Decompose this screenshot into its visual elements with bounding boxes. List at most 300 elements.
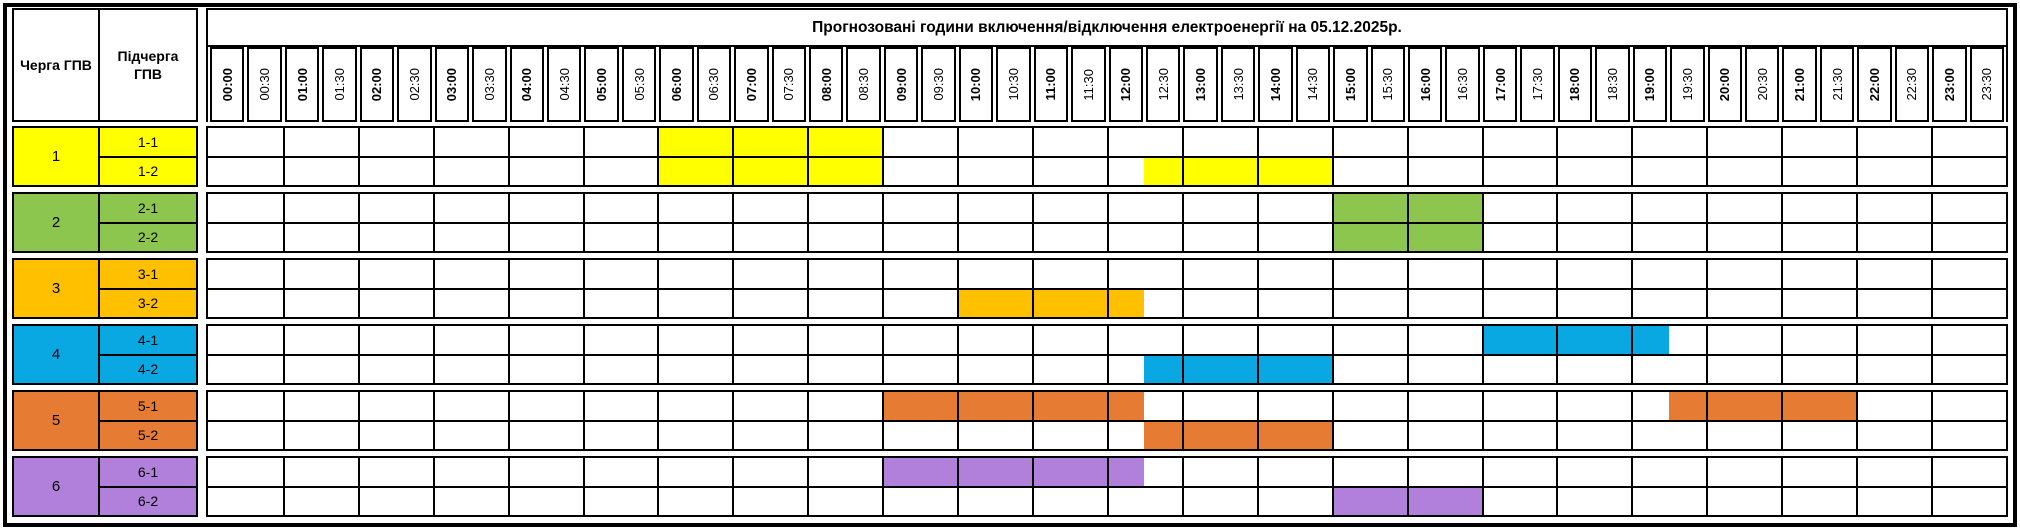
schedule-cell-6-1-12:30: [1144, 458, 1181, 486]
queue-number-3: 3: [14, 260, 100, 317]
subqueue-labels: [100, 194, 196, 251]
time-label-06:30: 06:30: [697, 47, 731, 122]
schedule-cell-2-1-20:00: [1706, 194, 1743, 222]
queue-label-box-4: [12, 324, 198, 385]
schedule-cell-6-1-03:30: [470, 458, 507, 486]
subqueue-label-1-2: 1-2: [100, 156, 196, 186]
outage-cell-6-1-09:30: [920, 458, 957, 486]
subqueue-label-3-1: 3-1: [137, 265, 159, 282]
schedule-cell-1-2-17:30: [1519, 158, 1556, 186]
outage-cell-2-1-16:00: [1407, 194, 1444, 222]
schedule-cell-1-1-19:30: [1669, 128, 1706, 156]
schedule-cell-6-1-17:30: [1519, 458, 1556, 486]
schedule-cell-4-1-01:30: [320, 326, 357, 354]
schedule-cell-1-1-19:00: [1631, 128, 1668, 156]
schedule-cell-1-1-00:00: [208, 128, 245, 156]
schedule-cell-1-1-10:00: [957, 128, 994, 156]
schedule-cell-4-2-09:00: [882, 356, 919, 384]
time-label-21:30: 21:30: [1820, 47, 1854, 122]
schedule-cell-3-1-22:30: [1894, 260, 1931, 288]
schedule-cell-2-1-11:30: [1070, 194, 1107, 222]
schedule-cell-1-2-21:00: [1781, 158, 1818, 186]
time-label-19:00: 19:00: [1633, 47, 1667, 122]
schedule-cell-6-2-04:30: [545, 488, 582, 516]
outage-cell-1-2-12:30: [1144, 158, 1181, 186]
schedule-cell-3-1-18:00: [1556, 260, 1593, 288]
time-label-01:30: 01:30: [322, 47, 356, 122]
schedule-cell-3-2-17:30: [1519, 290, 1556, 318]
outage-cell-1-2-07:30: [770, 158, 807, 186]
schedule-cell-2-2-20:30: [1744, 224, 1781, 252]
time-label-15:30: 15:30: [1371, 47, 1405, 122]
schedule-cell-5-1-18:30: [1594, 392, 1631, 420]
schedule-cell-4-2-23:30: [1969, 356, 2006, 384]
schedule-cell-5-2-01:00: [283, 422, 320, 450]
schedule-cell-3-1-20:30: [1744, 260, 1781, 288]
schedule-cell-6-1-06:30: [695, 458, 732, 486]
outage-cell-4-2-12:30: [1144, 356, 1181, 384]
time-label-02:30: 02:30: [397, 47, 431, 122]
schedule-cell-6-2-01:30: [320, 488, 357, 516]
time-label-09:30: 09:30: [921, 47, 955, 122]
schedule-cell-3-2-01:30: [320, 290, 357, 318]
outage-cell-5-2-13:30: [1219, 422, 1256, 450]
schedule-cell-6-2-01:00: [283, 488, 320, 516]
time-label-11:00: 11:00: [1034, 47, 1068, 122]
schedule-cell-2-1-05:00: [583, 194, 620, 222]
schedule-cell-2-1-13:30: [1219, 194, 1256, 222]
schedule-cell-5-2-09:00: [882, 422, 919, 450]
schedule-cell-5-2-06:30: [695, 422, 732, 450]
schedule-cell-1-1-16:00: [1407, 128, 1444, 156]
outage-cell-5-2-14:00: [1257, 422, 1294, 450]
schedule-cell-3-1-08:30: [845, 260, 882, 288]
outage-cell-1-2-08:00: [807, 158, 844, 186]
schedule-cell-2-1-00:30: [245, 194, 282, 222]
schedule-cell-3-1-14:00: [1257, 260, 1294, 288]
schedule-cell-2-2-14:00: [1257, 224, 1294, 252]
schedule-cell-1-2-04:00: [508, 158, 545, 186]
schedule-cell-4-1-02:30: [395, 326, 432, 354]
schedule-cell-1-1-22:00: [1856, 128, 1893, 156]
schedule-cell-1-2-15:30: [1369, 158, 1406, 186]
schedule-cell-5-1-22:00: [1856, 392, 1893, 420]
schedule-cell-6-2-14:30: [1294, 488, 1331, 516]
schedule-cell-3-1-11:00: [1032, 260, 1069, 288]
outage-cell-5-2-13:00: [1182, 422, 1219, 450]
schedule-cell-1-1-11:30: [1070, 128, 1107, 156]
schedule-cell-1-2-22:00: [1856, 158, 1893, 186]
schedule-cell-5-2-17:30: [1519, 422, 1556, 450]
outage-cell-1-1-06:00: [657, 128, 694, 156]
schedule-cell-4-2-01:00: [283, 356, 320, 384]
schedule-cell-6-1-15:00: [1332, 458, 1369, 486]
schedule-cell-3-2-14:30: [1294, 290, 1331, 318]
schedule-cell-6-1-01:30: [320, 458, 357, 486]
time-label-10:30: 10:30: [996, 47, 1030, 122]
schedule-cell-3-1-10:30: [995, 260, 1032, 288]
queue-group-5: [12, 390, 2008, 451]
schedule-cell-2-2-13:30: [1219, 224, 1256, 252]
outage-cell-4-2-14:00: [1257, 356, 1294, 384]
schedule-cell-3-2-15:30: [1369, 290, 1406, 318]
schedule-cell-5-2-17:00: [1482, 422, 1519, 450]
schedule-cell-6-1-22:00: [1856, 458, 1893, 486]
schedule-cell-4-1-12:30: [1144, 326, 1181, 354]
outage-cell-2-2-16:30: [1444, 224, 1481, 252]
header-band: [12, 8, 2008, 122]
schedule-cell-3-1-15:00: [1332, 260, 1369, 288]
outage-cell-1-1-07:00: [732, 128, 769, 156]
schedule-cell-3-1-05:00: [583, 260, 620, 288]
schedule-cell-5-1-02:00: [358, 392, 395, 420]
time-labels-row: [208, 47, 2006, 122]
schedule-cell-5-1-23:30: [1969, 392, 2006, 420]
schedule-cell-1-1-15:30: [1369, 128, 1406, 156]
schedule-cell-4-2-09:30: [920, 356, 957, 384]
outage-cell-4-1-17:00: [1482, 326, 1519, 354]
schedule-cell-5-2-16:30: [1444, 422, 1481, 450]
schedule-cell-5-2-08:30: [845, 422, 882, 450]
schedule-cell-6-2-00:00: [208, 488, 245, 516]
time-label-09:00: 09:00: [884, 47, 918, 122]
schedule-cell-5-2-00:00: [208, 422, 245, 450]
schedule-cell-6-1-04:30: [545, 458, 582, 486]
schedule-cell-4-2-19:30: [1669, 356, 1706, 384]
schedule-cell-4-1-11:30: [1070, 326, 1107, 354]
schedule-cell-1-1-18:00: [1556, 128, 1593, 156]
schedule-cell-1-1-17:00: [1482, 128, 1519, 156]
schedule-cell-6-2-09:00: [882, 488, 919, 516]
schedule-cell-1-2-23:00: [1931, 158, 1968, 186]
schedule-cell-4-1-09:30: [920, 326, 957, 354]
subqueue-labels: [100, 128, 196, 185]
schedule-cell-5-2-00:30: [245, 422, 282, 450]
schedule-cell-5-1-00:00: [208, 392, 245, 420]
schedule-cell-3-2-19:30: [1669, 290, 1706, 318]
time-label-19:30: 19:30: [1670, 47, 1704, 122]
schedule-cell-6-1-02:30: [395, 458, 432, 486]
schedule-cell-4-2-10:30: [995, 356, 1032, 384]
outage-cell-6-1-12:00: [1107, 458, 1144, 486]
outage-cell-2-2-15:30: [1369, 224, 1406, 252]
schedule-cell-3-1-16:00: [1407, 260, 1444, 288]
queue-number-1: 1: [14, 128, 100, 185]
schedule-cell-5-1-17:00: [1482, 392, 1519, 420]
schedule-cell-6-1-08:00: [807, 458, 844, 486]
schedule-cell-2-1-02:30: [395, 194, 432, 222]
queue-group-3: [12, 258, 2008, 319]
schedule-cell-2-2-23:30: [1969, 224, 2006, 252]
schedule-cell-2-1-05:30: [620, 194, 657, 222]
schedule-cell-3-2-21:30: [1819, 290, 1856, 318]
schedule-cell-5-2-03:00: [433, 422, 470, 450]
time-label-06:00: 06:00: [659, 47, 693, 122]
schedule-cell-4-2-20:30: [1744, 356, 1781, 384]
schedule-cell-4-1-20:30: [1744, 326, 1781, 354]
schedule-cell-6-1-00:30: [245, 458, 282, 486]
schedule-cell-3-2-03:00: [433, 290, 470, 318]
schedule-cell-6-1-21:00: [1781, 458, 1818, 486]
schedule-cell-1-1-23:00: [1931, 128, 1968, 156]
schedule-cell-4-1-20:00: [1706, 326, 1743, 354]
schedule-cell-5-1-16:30: [1444, 392, 1481, 420]
outage-cell-5-1-20:00: [1706, 392, 1743, 420]
schedule-cell-2-2-08:00: [807, 224, 844, 252]
schedule-cell-6-2-13:30: [1219, 488, 1256, 516]
schedule-cell-1-2-17:00: [1482, 158, 1519, 186]
schedule-cell-1-1-10:30: [995, 128, 1032, 156]
queue-label-box-5: [12, 390, 198, 451]
schedule-cell-6-1-16:00: [1407, 458, 1444, 486]
schedule-cell-6-1-04:00: [508, 458, 545, 486]
time-label-07:30: 07:30: [772, 47, 806, 122]
subqueue-labels: [100, 260, 196, 317]
schedule-cell-6-2-10:00: [957, 488, 994, 516]
schedule-cell-5-2-18:00: [1556, 422, 1593, 450]
schedule-cell-3-1-17:00: [1482, 260, 1519, 288]
schedule-cell-3-1-23:00: [1931, 260, 1968, 288]
schedule-cell-6-1-05:00: [583, 458, 620, 486]
schedule-cell-5-2-02:30: [395, 422, 432, 450]
schedule-cell-1-1-14:30: [1294, 128, 1331, 156]
schedule-cell-3-1-10:00: [957, 260, 994, 288]
schedule-cell-3-1-01:30: [320, 260, 357, 288]
schedule-cell-2-1-14:30: [1294, 194, 1331, 222]
time-label-17:00: 17:00: [1483, 47, 1517, 122]
outage-cell-4-2-13:00: [1182, 356, 1219, 384]
schedule-cell-5-1-19:00: [1631, 392, 1668, 420]
time-label-08:00: 08:00: [809, 47, 843, 122]
schedule-cell-2-2-07:00: [732, 224, 769, 252]
schedule-cell-3-1-07:30: [770, 260, 807, 288]
schedule-cell-2-2-11:00: [1032, 224, 1069, 252]
time-label-14:30: 14:30: [1296, 47, 1330, 122]
schedule-cell-3-2-05:30: [620, 290, 657, 318]
schedule-cell-6-2-19:30: [1669, 488, 1706, 516]
schedule-cell-4-2-18:00: [1556, 356, 1593, 384]
queue-number-5: 5: [14, 392, 100, 449]
schedule-cell-3-2-23:00: [1931, 290, 1968, 318]
time-label-23:30: 23:30: [1970, 47, 2004, 122]
schedule-cell-6-2-19:00: [1631, 488, 1668, 516]
schedule-cell-5-1-06:30: [695, 392, 732, 420]
outage-cell-5-1-11:30: [1070, 392, 1107, 420]
schedule-cell-3-1-18:30: [1594, 260, 1631, 288]
schedule-cell-6-1-20:30: [1744, 458, 1781, 486]
outage-cell-4-1-17:30: [1519, 326, 1556, 354]
schedule-cell-4-1-22:00: [1856, 326, 1893, 354]
schedule-cell-3-1-13:00: [1182, 260, 1219, 288]
schedule-cell-5-2-22:00: [1856, 422, 1893, 450]
schedule-cell-3-1-01:00: [283, 260, 320, 288]
schedule-cell-4-2-08:00: [807, 356, 844, 384]
schedule-cell-5-1-08:30: [845, 392, 882, 420]
schedule-cell-1-1-13:00: [1182, 128, 1219, 156]
schedule-cell-3-2-20:00: [1706, 290, 1743, 318]
outage-cell-3-2-11:30: [1070, 290, 1107, 318]
schedule-cell-4-1-10:30: [995, 326, 1032, 354]
outage-cell-5-1-09:00: [882, 392, 919, 420]
schedule-cell-1-2-01:30: [320, 158, 357, 186]
schedule-cell-5-1-04:30: [545, 392, 582, 420]
schedule-cell-5-1-23:00: [1931, 392, 1968, 420]
schedule-cell-1-1-20:30: [1744, 128, 1781, 156]
schedule-cell-2-2-05:30: [620, 224, 657, 252]
schedule-cell-5-2-19:00: [1631, 422, 1668, 450]
schedule-cell-4-2-01:30: [320, 356, 357, 384]
schedule-cell-1-2-20:00: [1706, 158, 1743, 186]
schedule-cell-5-2-20:00: [1706, 422, 1743, 450]
schedule-cell-3-2-18:00: [1556, 290, 1593, 318]
schedule-cell-2-1-23:30: [1969, 194, 2006, 222]
outage-cell-1-2-14:30: [1294, 158, 1331, 186]
schedule-cell-4-1-22:30: [1894, 326, 1931, 354]
schedule-cell-6-2-11:30: [1070, 488, 1107, 516]
schedule-cell-5-2-11:00: [1032, 422, 1069, 450]
outage-cell-4-1-19:00: [1631, 326, 1668, 354]
schedule-cell-6-2-02:00: [358, 488, 395, 516]
time-label-20:00: 20:00: [1708, 47, 1742, 122]
schedule-cell-4-1-04:00: [508, 326, 545, 354]
time-label-13:30: 13:30: [1221, 47, 1255, 122]
schedule-cell-6-2-17:30: [1519, 488, 1556, 516]
schedule-cell-4-1-00:30: [245, 326, 282, 354]
vertical-gap: [198, 258, 206, 319]
schedule-cell-5-2-19:30: [1669, 422, 1706, 450]
schedule-cell-1-1-01:00: [283, 128, 320, 156]
outage-cell-1-2-13:00: [1182, 158, 1219, 186]
outage-cell-5-1-20:30: [1744, 392, 1781, 420]
schedule-cell-2-1-02:00: [358, 194, 395, 222]
schedule-cell-4-1-06:00: [657, 326, 694, 354]
schedule-cell-4-1-01:00: [283, 326, 320, 354]
schedule-cell-5-1-05:00: [583, 392, 620, 420]
subqueue-labels: [100, 326, 196, 383]
outage-cell-6-2-15:30: [1369, 488, 1406, 516]
schedule-cell-5-1-05:30: [620, 392, 657, 420]
time-grid-4: [206, 324, 2008, 385]
schedule-cell-2-1-01:30: [320, 194, 357, 222]
schedule-cell-1-2-04:30: [545, 158, 582, 186]
schedule-cell-6-2-18:30: [1594, 488, 1631, 516]
schedule-cell-1-2-21:30: [1819, 158, 1856, 186]
outage-cell-6-1-11:30: [1070, 458, 1107, 486]
schedule-cell-3-2-01:00: [283, 290, 320, 318]
schedule-cell-4-2-06:00: [657, 356, 694, 384]
schedule-cell-6-1-14:30: [1294, 458, 1331, 486]
time-label-03:00: 03:00: [435, 47, 469, 122]
schedule-cell-6-2-23:00: [1931, 488, 1968, 516]
schedule-cell-1-2-05:30: [620, 158, 657, 186]
schedule-cell-2-1-14:00: [1257, 194, 1294, 222]
schedule-cell-5-2-07:00: [732, 422, 769, 450]
schedule-cell-2-1-20:30: [1744, 194, 1781, 222]
schedule-cell-1-2-10:00: [957, 158, 994, 186]
schedule-cell-2-2-00:00: [208, 224, 245, 252]
schedule-cell-3-1-23:30: [1969, 260, 2006, 288]
schedule-cell-6-1-06:00: [657, 458, 694, 486]
schedule-cell-5-1-06:00: [657, 392, 694, 420]
vertical-gap: [198, 192, 206, 253]
schedule-cell-6-2-06:30: [695, 488, 732, 516]
schedule-cell-3-2-08:00: [807, 290, 844, 318]
row-header-box: [12, 8, 198, 122]
schedule-cell-3-2-06:30: [695, 290, 732, 318]
schedule-cell-2-2-02:00: [358, 224, 395, 252]
schedule-cell-5-2-16:00: [1407, 422, 1444, 450]
schedule-cell-6-2-14:00: [1257, 488, 1294, 516]
subqueue-label-2-2: 2-2: [100, 222, 196, 252]
schedule-cell-4-2-05:30: [620, 356, 657, 384]
schedule-cell-2-1-19:30: [1669, 194, 1706, 222]
time-label-00:00: 00:00: [210, 47, 244, 122]
schedule-cell-3-1-09:00: [882, 260, 919, 288]
schedule-cell-3-2-12:30: [1144, 290, 1181, 318]
time-grid-5: [206, 390, 2008, 451]
schedule-cell-6-2-07:30: [770, 488, 807, 516]
schedule-cell-3-1-14:30: [1294, 260, 1331, 288]
schedule-cell-5-1-07:30: [770, 392, 807, 420]
schedule-cell-2-2-14:30: [1294, 224, 1331, 252]
schedule-cell-4-1-21:00: [1781, 326, 1818, 354]
schedule-cell-6-1-00:00: [208, 458, 245, 486]
schedule-cell-2-1-22:30: [1894, 194, 1931, 222]
time-label-18:30: 18:30: [1595, 47, 1629, 122]
schedule-cell-5-2-20:30: [1744, 422, 1781, 450]
queue-number-2: 2: [14, 194, 100, 251]
schedule-cell-5-2-05:00: [583, 422, 620, 450]
vertical-gap: [198, 8, 206, 122]
schedule-cell-1-2-00:00: [208, 158, 245, 186]
schedule-row-1-2: [208, 156, 2006, 186]
schedule-cell-6-1-17:00: [1482, 458, 1519, 486]
schedule-cell-1-1-12:00: [1107, 128, 1144, 156]
time-label-05:00: 05:00: [584, 47, 618, 122]
schedule-cell-2-1-06:00: [657, 194, 694, 222]
schedule-cell-4-1-08:30: [845, 326, 882, 354]
outage-cell-5-1-21:00: [1781, 392, 1818, 420]
schedule-cell-1-2-19:00: [1631, 158, 1668, 186]
schedule-cell-2-2-18:00: [1556, 224, 1593, 252]
outage-cell-5-1-21:30: [1819, 392, 1856, 420]
time-label-18:00: 18:00: [1558, 47, 1592, 122]
schedule-cell-1-2-19:30: [1669, 158, 1706, 186]
time-label-04:30: 04:30: [547, 47, 581, 122]
schedule-cell-1-1-09:00: [882, 128, 919, 156]
schedule-cell-2-1-19:00: [1631, 194, 1668, 222]
schedule-cell-3-1-00:00: [208, 260, 245, 288]
schedule-cell-3-1-09:30: [920, 260, 957, 288]
schedule-cell-4-1-11:00: [1032, 326, 1069, 354]
schedule-cell-1-1-01:30: [320, 128, 357, 156]
outage-cell-5-1-09:30: [920, 392, 957, 420]
schedule-cell-6-1-20:00: [1706, 458, 1743, 486]
schedule-cell-5-1-15:00: [1332, 392, 1369, 420]
subqueue-label-3-2: 3-2: [100, 288, 196, 318]
schedule-cell-6-1-22:30: [1894, 458, 1931, 486]
schedule-cell-2-2-10:30: [995, 224, 1032, 252]
schedule-cell-3-1-08:00: [807, 260, 844, 288]
outage-cell-4-2-13:30: [1219, 356, 1256, 384]
schedule-cell-1-1-09:30: [920, 128, 957, 156]
schedule-cell-6-1-18:00: [1556, 458, 1593, 486]
schedule-cell-4-1-15:00: [1332, 326, 1369, 354]
outage-cell-4-1-18:00: [1556, 326, 1593, 354]
schedule-cell-2-1-07:00: [732, 194, 769, 222]
schedule-cell-4-2-04:00: [508, 356, 545, 384]
schedule-cell-4-1-12:00: [1107, 326, 1144, 354]
